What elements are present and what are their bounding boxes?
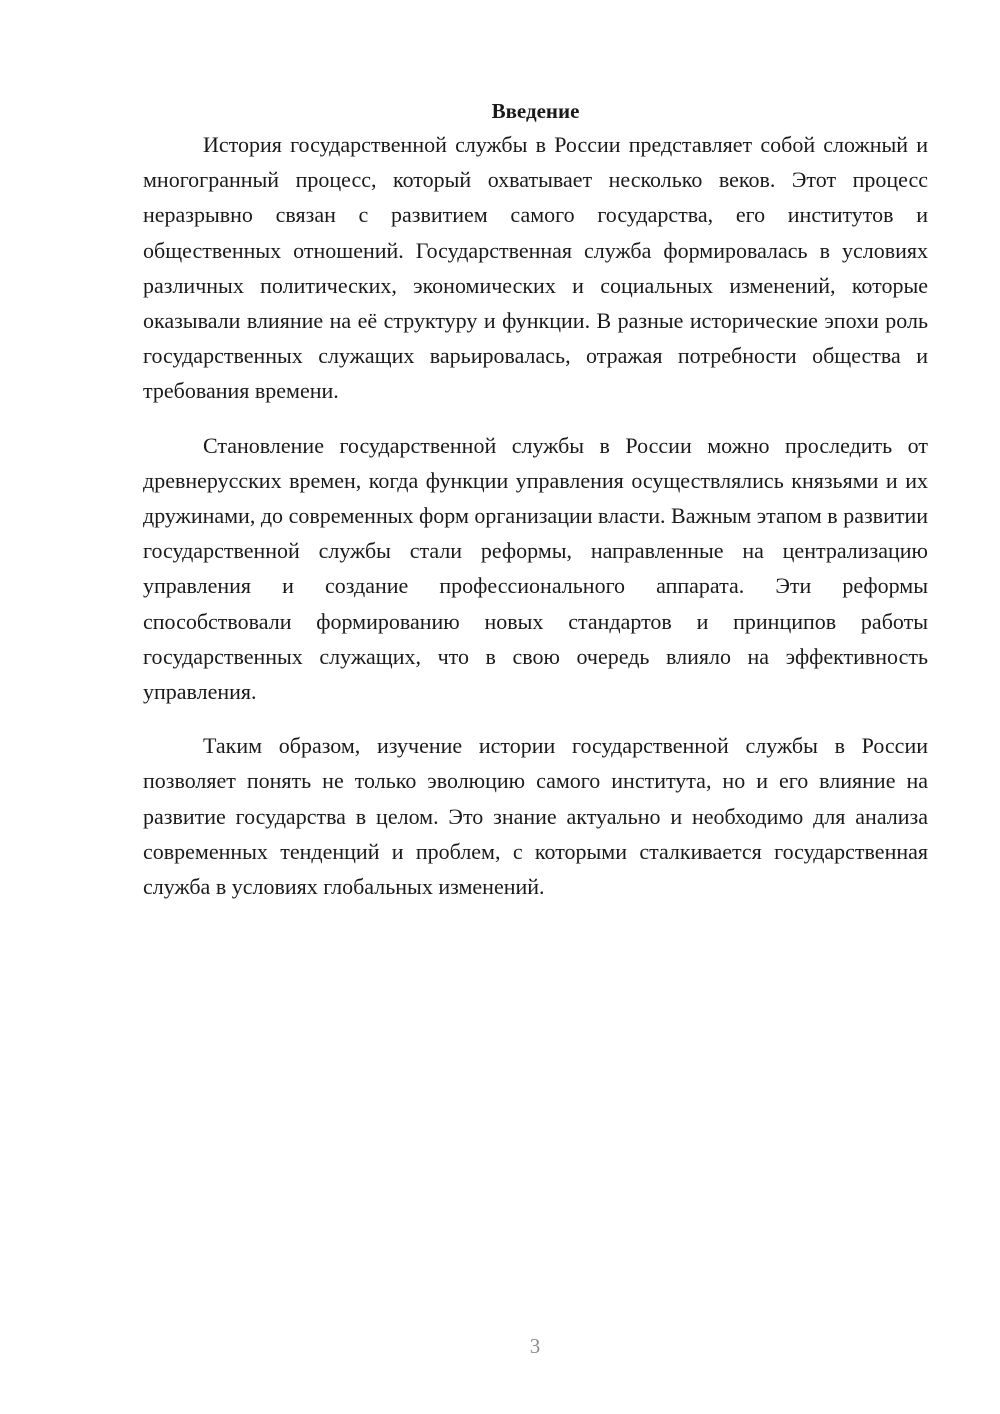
paragraph-1: История государственной службы в России представляет собой сложный и многогранный процесс, который охватывает несколько веков. Этот процесс неразрывно связан с развитием самого государства, его институтов и общественных отношений. Государственная служба формировалась в условиях различных политических, экономических и социальных изменений, которые оказывали влияние на её структуру и функции. В разные исторические эпохи роль государственных служащих варьировалась, отражая потребности общества и требования времени. bbox=[143, 132, 928, 404]
document-page bbox=[143, 96, 928, 904]
page-number: 3 bbox=[529, 1334, 541, 1358]
section-title: Введение bbox=[491, 99, 580, 123]
paragraph-3: Таким образом, изучение истории государственной службы в России позволяет понять не только эволюцию самого института, но и его влияние на развитие государства в целом. Это знание актуально и необходимо для анализа современных тенденций и проблем, с которыми сталкивается государственная служба в условиях глобальных изменений. bbox=[143, 733, 928, 900]
paragraph-2: Становление государственной службы в России можно проследить от древнерусских времен, когда функции управления осуществлялись князьями и их дружинами, до современных форм организации власти. Важным этапом в развитии государственной службы стали реформы, направленные на централизацию управления и создание профессионального аппарата. Эти реформы способствовали формированию новых стандартов и принципов работы государственных служащих, что в свою очередь влияло на эффективность управления. bbox=[143, 432, 928, 705]
